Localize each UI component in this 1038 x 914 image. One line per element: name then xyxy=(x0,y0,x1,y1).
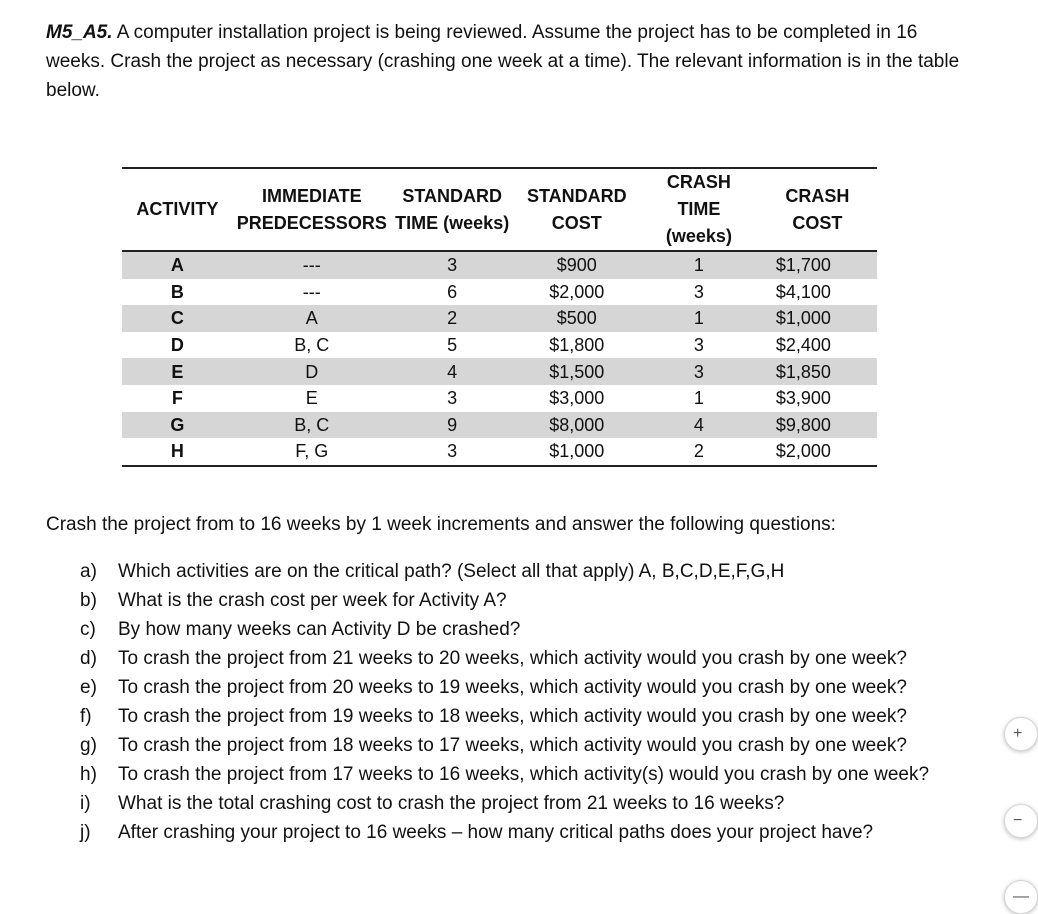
question-marker: h) xyxy=(80,764,97,785)
cell-crash-time: 4 xyxy=(640,412,758,439)
cell-activity: B xyxy=(170,281,184,302)
table-row xyxy=(122,251,877,279)
table-row xyxy=(122,358,877,385)
cell-crash-time: 3 xyxy=(693,335,704,356)
cell-standard-cost: $8,000 xyxy=(514,412,640,439)
cell-crash-cost: $1,000 xyxy=(758,305,877,332)
question-text: What is the total crashing cost to crash the project from 21 weeks to 16 weeks? xyxy=(118,793,785,814)
cell-standard-time: 3 xyxy=(447,388,458,409)
question-marker: d) xyxy=(80,648,97,669)
table-header-row xyxy=(122,168,877,251)
cell-standard-time: 5 xyxy=(447,335,458,356)
table-row xyxy=(122,385,877,412)
question-item xyxy=(60,731,929,760)
question-text: What is the crash cost per week for Activity A? xyxy=(118,590,507,611)
cell-predecessors: A xyxy=(233,305,391,332)
table-row xyxy=(122,279,877,306)
cell-predecessors: D xyxy=(233,358,391,385)
cell-predecessors: B, C xyxy=(233,412,391,439)
cell-predecessors: F, G xyxy=(233,438,391,466)
question-text: After crashing your project to 16 weeks – how many critical paths does your project have? xyxy=(118,822,874,843)
question-text: To crash the project from 17 weeks to 16 weeks, which activity(s) would you crash by one week? xyxy=(118,764,930,785)
question-text: To crash the project from 21 weeks to 20 weeks, which activity would you crash by one week? xyxy=(118,648,907,669)
activity-table xyxy=(122,167,877,467)
cell-crash-time: 1 xyxy=(640,251,758,279)
cell-activity: C xyxy=(122,305,233,332)
cell-activity: H xyxy=(122,438,233,466)
question-item xyxy=(60,557,929,586)
question-text: By how many weeks can Activity D be crashed? xyxy=(118,619,521,640)
question-marker: c) xyxy=(80,619,96,640)
problem-text: A computer installation project is being reviewed. Assume the project has to be completed in 16 weeks. Crash the project as necessary (crashing one week at a time). The relevant information is in the table below. xyxy=(46,22,960,101)
question-item xyxy=(60,760,929,789)
cell-predecessors: --- xyxy=(302,281,321,302)
table-row xyxy=(122,305,877,332)
table-row xyxy=(122,332,877,359)
plus-icon: + xyxy=(1013,725,1023,742)
cell-activity: G xyxy=(122,412,233,439)
cell-activity: A xyxy=(122,251,233,279)
crash-instructions: Crash the project from to 16 weeks by 1 week increments and answer the following questions: xyxy=(46,514,836,535)
question-marker: f) xyxy=(80,706,92,727)
cell-predecessors: E xyxy=(305,388,318,409)
question-text: To crash the project from 20 weeks to 19 weeks, which activity would you crash by one week? xyxy=(118,677,907,698)
cell-crash-time: 1 xyxy=(693,388,704,409)
cell-activity: F xyxy=(171,388,183,409)
question-item xyxy=(60,818,929,847)
cell-standard-cost: $500 xyxy=(514,305,640,332)
cell-standard-cost: $1,800 xyxy=(549,335,605,356)
cell-standard-cost: $1,000 xyxy=(514,438,640,466)
problem-statement xyxy=(46,18,976,105)
cell-activity: E xyxy=(122,358,233,385)
zoom-out-button[interactable] xyxy=(1004,804,1038,838)
question-item xyxy=(60,615,929,644)
header-standard-time: STANDARD TIME (weeks) xyxy=(391,168,514,251)
table-row xyxy=(122,438,877,466)
cell-crash-cost: $4,100 xyxy=(775,281,831,302)
question-text: To crash the project from 18 weeks to 17 weeks, which activity would you crash by one week? xyxy=(118,735,907,756)
cell-standard-time: 3 xyxy=(391,251,514,279)
cell-standard-cost: $900 xyxy=(514,251,640,279)
header-predecessors: IMMEDIATE PREDECESSORS xyxy=(233,168,391,251)
question-marker: a) xyxy=(80,561,97,582)
problem-code: M5_A5. xyxy=(46,22,113,43)
cell-crash-cost: $1,700 xyxy=(758,251,877,279)
cell-crash-time: 2 xyxy=(640,438,758,466)
cell-standard-cost: $3,000 xyxy=(549,388,605,409)
question-item xyxy=(60,644,929,673)
cell-crash-cost: $3,900 xyxy=(775,388,831,409)
cell-standard-cost: $1,500 xyxy=(514,358,640,385)
cell-standard-cost: $2,000 xyxy=(549,281,605,302)
question-marker: e) xyxy=(80,677,97,698)
cell-crash-cost: $2,000 xyxy=(758,438,877,466)
question-marker: g) xyxy=(80,735,97,756)
question-item xyxy=(60,789,929,818)
cell-standard-time: 9 xyxy=(391,412,514,439)
question-marker: i) xyxy=(80,793,91,814)
cell-crash-cost: $9,800 xyxy=(758,412,877,439)
question-text: To crash the project from 19 weeks to 18 weeks, which activity would you crash by one week? xyxy=(118,706,907,727)
header-crash-time: CRASH TIME (weeks) xyxy=(640,168,758,251)
cell-crash-time: 3 xyxy=(693,281,704,302)
cell-crash-time: 1 xyxy=(640,305,758,332)
minus-icon: − xyxy=(1013,812,1023,829)
header-crash-cost: CRASH COST xyxy=(758,168,877,251)
zoom-in-button[interactable] xyxy=(1004,717,1038,751)
question-item xyxy=(60,702,929,731)
cell-crash-time: 3 xyxy=(640,358,758,385)
header-activity: ACTIVITY xyxy=(122,168,233,251)
table-body xyxy=(122,251,877,466)
cell-crash-cost: $1,850 xyxy=(758,358,877,385)
cell-standard-time: 4 xyxy=(391,358,514,385)
reset-icon: — xyxy=(1013,888,1029,905)
question-marker: b) xyxy=(80,590,97,611)
cell-crash-cost: $2,400 xyxy=(775,335,831,356)
cell-standard-time: 6 xyxy=(447,281,458,302)
header-standard-cost: STANDARD COST xyxy=(514,168,640,251)
cell-predecessors: B, C xyxy=(294,335,330,356)
table-row xyxy=(122,412,877,439)
question-marker: j) xyxy=(80,822,91,843)
cell-standard-time: 2 xyxy=(391,305,514,332)
question-text: Which activities are on the critical path? (Select all that apply) A, B,C,D,E,F,G,H xyxy=(118,561,785,582)
cell-predecessors: --- xyxy=(233,251,391,279)
cell-activity: D xyxy=(170,335,184,356)
question-item xyxy=(60,586,929,615)
cell-standard-time: 3 xyxy=(391,438,514,466)
question-item xyxy=(60,673,929,702)
question-list xyxy=(60,557,929,847)
reset-button[interactable] xyxy=(1004,880,1038,914)
